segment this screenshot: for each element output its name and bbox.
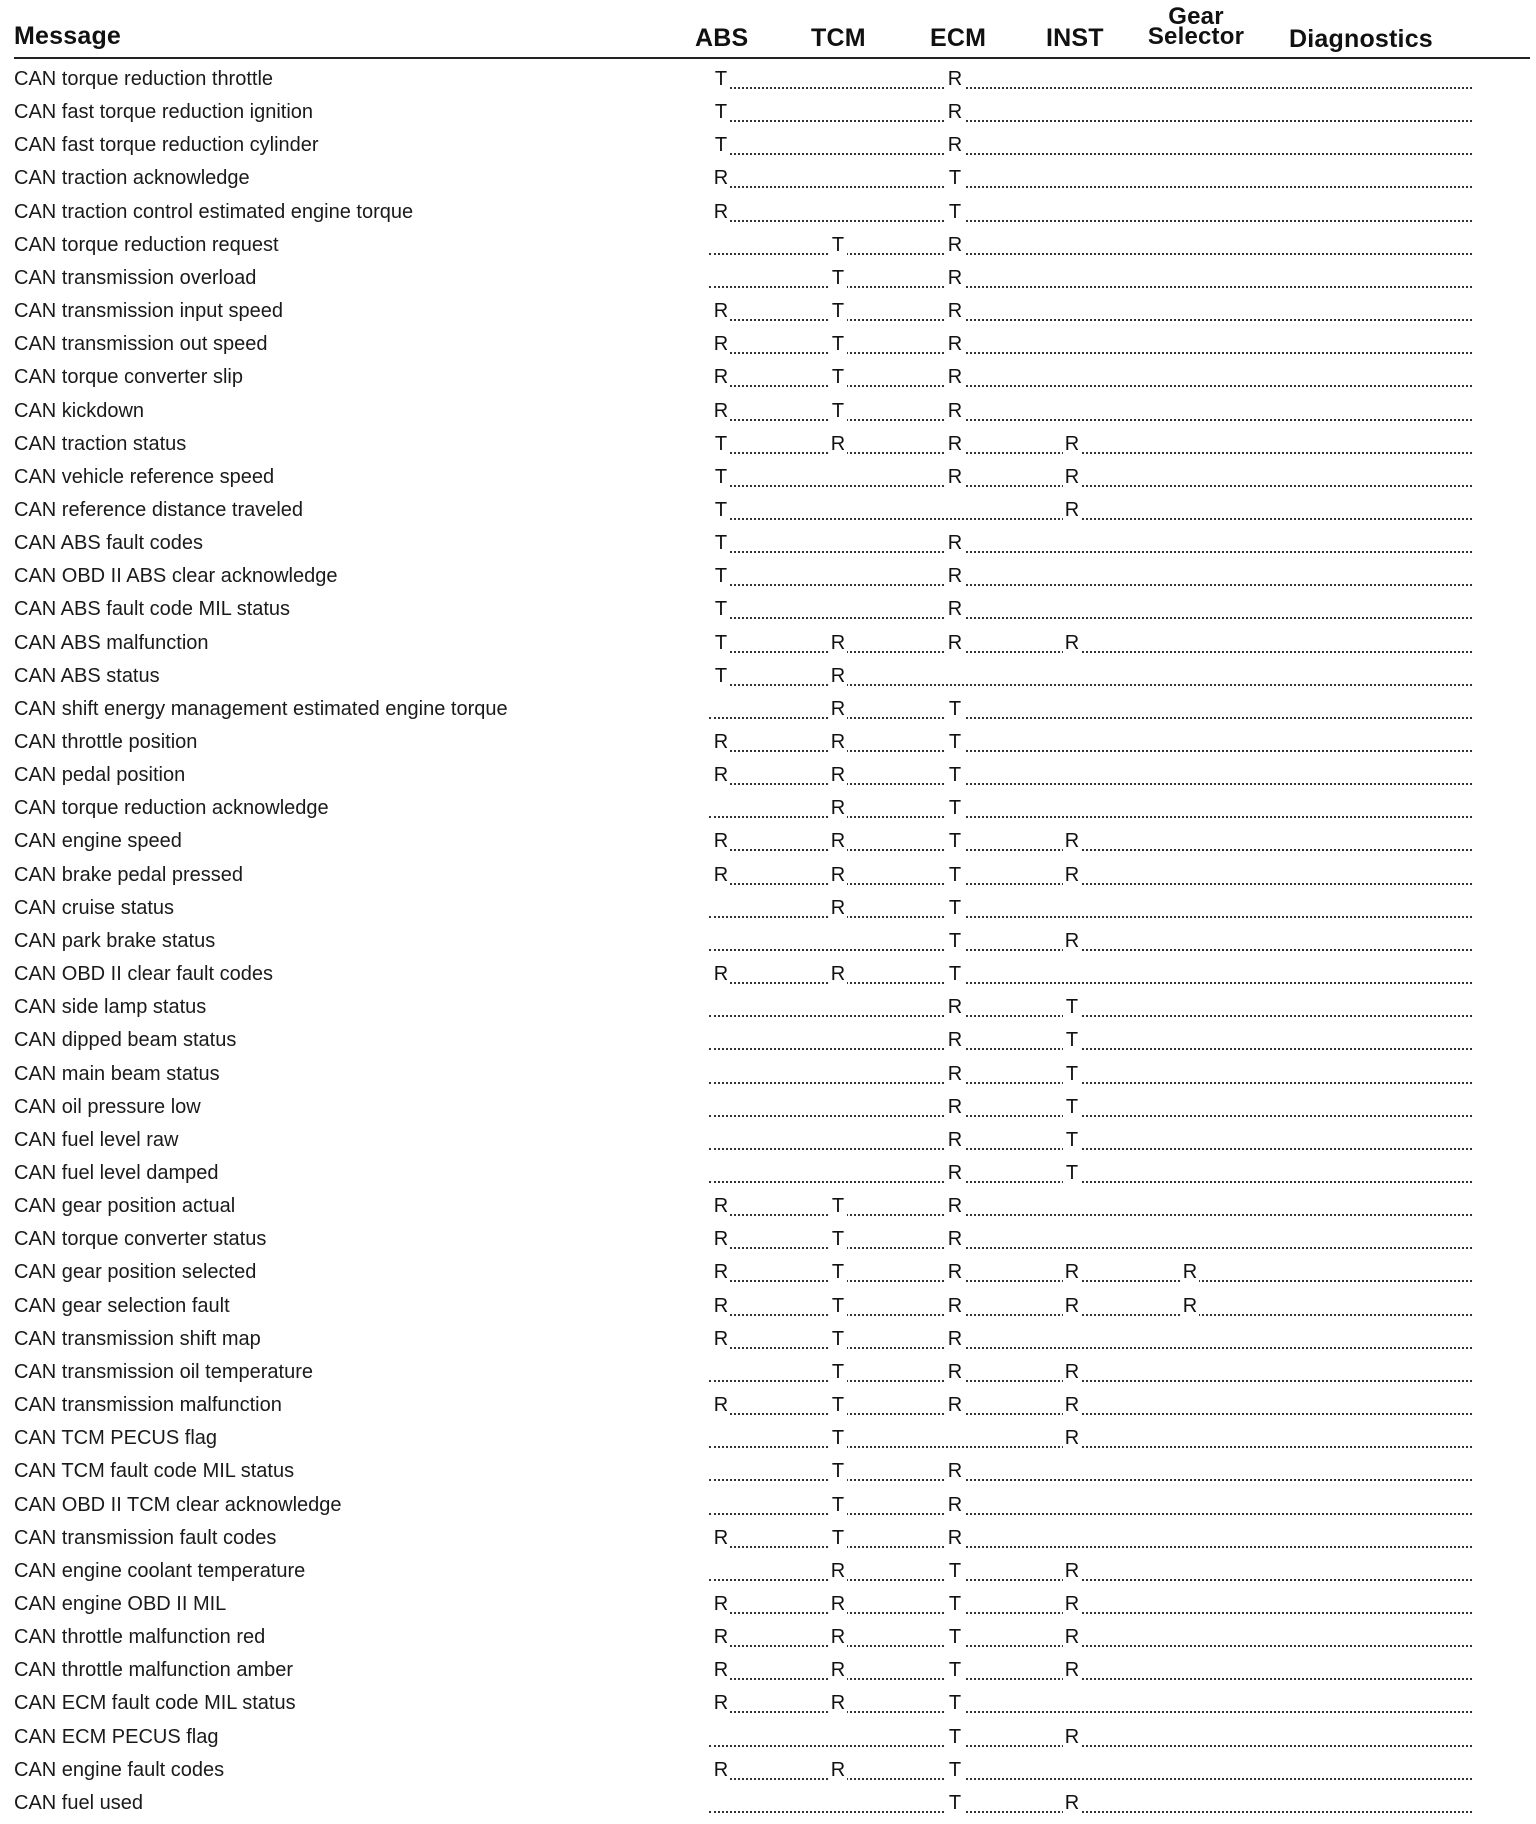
message-label: CAN throttle malfunction red [14,1626,266,1648]
mark-abs: R [713,1592,729,1615]
header-diagnostics: Diagnostics [1289,25,1433,53]
mark-ecm: T [946,962,964,986]
mark-tcm: T [829,1393,847,1417]
message-label: CAN transmission shift map [14,1327,261,1350]
table-row [0,166,1536,199]
mark-inst: R [1064,631,1080,654]
table-row [0,1658,1536,1691]
mark-ecm: R [947,1195,963,1218]
mark-abs: R [713,167,729,190]
message-label: CAN shift energy management estimated engine torque [14,697,508,720]
table-row [0,1526,1536,1559]
table-row [0,1758,1536,1791]
mark-ecm: T [946,863,964,887]
mark-ecm: R [947,333,963,356]
message-label: CAN transmission overload [14,266,257,289]
mark-tcm: T [829,1426,847,1450]
mark-inst: R [1064,465,1080,488]
message-label: CAN ABS status [14,664,160,687]
mark-tcm: T [829,1526,847,1550]
table-row [0,730,1536,763]
dot-leader [709,916,1472,918]
mark-tcm: R [830,731,846,753]
table-row [0,1691,1536,1724]
dot-leader [709,717,1472,719]
mark-abs: R [713,300,729,322]
table-row [0,1294,1536,1327]
dot-leader [721,220,1472,222]
table-row [0,863,1536,896]
message-label: CAN transmission malfunction [14,1394,282,1416]
message-label: CAN traction control estimated engine torque [14,200,414,223]
table-row [0,1227,1536,1260]
message-label: CAN gear position selected [14,1261,257,1284]
mark-ecm: R [947,1261,963,1284]
mark-abs: R [713,1228,729,1251]
mark-ecm: R [947,1493,963,1516]
dot-leader [721,186,1472,188]
header-gear-line2: Selector [1147,23,1245,50]
mark-abs: R [713,1294,729,1317]
mark-ecm: R [947,1394,963,1416]
mark-inst: T [1063,1062,1081,1086]
mark-abs: T [712,498,730,522]
mark-abs: R [713,863,729,886]
mark-ecm: T [946,763,964,787]
mark-ecm: R [947,1294,963,1317]
mark-tcm: T [829,233,847,257]
message-label: CAN TCM PECUS flag [14,1427,218,1450]
table-row [0,200,1536,233]
mark-ecm: R [947,996,963,1019]
dot-leader [709,1148,1472,1150]
message-label: CAN TCM fault code MIL status [14,1460,295,1483]
mark-abs: T [712,597,730,621]
mark-ecm: R [947,399,963,422]
mark-tcm: T [829,1360,847,1384]
mark-ecm: R [947,101,963,124]
mark-ecm: T [946,697,964,721]
mark-inst: R [1064,929,1080,952]
table-row [0,1791,1536,1824]
mark-ecm: R [947,1095,963,1118]
message-label: CAN ECM PECUS flag [14,1725,219,1748]
mark-inst: R [1064,1294,1080,1317]
table-row [0,962,1536,995]
mark-abs: R [713,1195,729,1218]
mark-inst: R [1064,498,1080,521]
mark-gear-selector: R [1182,1261,1198,1284]
table-row [0,1493,1536,1526]
mark-gear-selector: R [1182,1294,1198,1317]
mark-tcm: T [829,1294,847,1318]
mark-abs: R [713,1659,729,1682]
mark-tcm: R [830,1659,846,1682]
mark-tcm: R [830,664,846,687]
table-row [0,67,1536,100]
mark-tcm: R [830,863,846,886]
dot-leader [709,1811,1472,1813]
message-label: CAN engine OBD II MIL [14,1592,227,1615]
mark-inst: T [1063,995,1081,1019]
message-label: CAN ECM fault code MIL status [14,1692,296,1715]
header-rule [14,57,1530,59]
dot-leader [721,551,1472,553]
dot-leader [709,1579,1472,1581]
mark-ecm: R [947,532,963,555]
message-label: CAN reference distance traveled [14,498,304,521]
table-row [0,995,1536,1028]
table-row [0,763,1536,796]
dot-leader [709,286,1472,288]
table-row [0,1327,1536,1360]
message-label: CAN gear position actual [14,1195,236,1218]
table-row [0,564,1536,597]
mark-ecm: T [946,929,964,953]
mark-ecm: R [947,300,963,322]
table-row [0,1725,1536,1758]
mark-tcm: R [830,432,846,455]
table-row [0,1393,1536,1426]
dot-leader [721,617,1472,619]
message-label: CAN torque reduction throttle [14,68,274,90]
mark-inst: T [1063,1028,1081,1052]
table-row [0,1161,1536,1194]
message-label: CAN fuel level damped [14,1162,219,1184]
mark-tcm: T [829,1493,847,1517]
mark-tcm: T [829,332,847,356]
dot-leader [709,1745,1472,1747]
table-row [0,1095,1536,1128]
message-label: CAN main beam status [14,1062,220,1085]
mark-ecm: R [947,233,963,256]
message-label: CAN torque converter slip [14,366,243,389]
dot-leader [709,253,1472,255]
mark-ecm: T [946,1725,964,1749]
header-ecm: ECM [930,24,987,52]
dot-leader [721,87,1472,89]
mark-ecm: R [947,565,963,588]
table-row [0,1028,1536,1061]
message-label: CAN ABS fault code MIL status [14,598,291,621]
mark-tcm: R [830,1626,846,1648]
dot-leader [721,153,1472,155]
table-row [0,597,1536,630]
message-label: CAN pedal position [14,764,186,787]
mark-tcm: R [830,797,846,820]
mark-ecm: R [947,134,963,157]
message-label: CAN ABS fault codes [14,532,203,555]
dot-leader [709,1015,1472,1017]
mark-inst: T [1063,1161,1081,1185]
mark-tcm: T [829,1260,847,1284]
table-row [0,829,1536,862]
table-row [0,465,1536,498]
mark-ecm: R [947,68,963,90]
mark-tcm: T [829,1459,847,1483]
mark-abs: R [713,1692,729,1715]
message-label: CAN transmission out speed [14,333,268,356]
message-label: CAN ABS malfunction [14,631,209,654]
mark-abs: R [713,399,729,422]
table-row [0,1426,1536,1459]
table-row [0,1260,1536,1293]
mark-abs: R [713,1526,729,1549]
mark-abs: R [713,1327,729,1350]
table-row [0,896,1536,929]
mark-inst: R [1064,863,1080,886]
dot-leader [721,584,1472,586]
header-gear-line1: Gear [1168,3,1224,30]
mark-abs: R [713,1394,729,1416]
table-row [0,332,1536,365]
message-label: CAN engine speed [14,830,182,853]
mark-ecm: T [946,1658,964,1682]
message-label: CAN torque reduction request [14,233,279,256]
mark-tcm: T [829,299,847,323]
message-label: CAN cruise status [14,896,175,919]
message-label: CAN fuel used [14,1791,143,1814]
mark-abs: R [713,1758,729,1781]
mark-abs: T [712,100,730,124]
table-row [0,631,1536,664]
message-label: CAN oil pressure low [14,1095,201,1118]
mark-ecm: R [947,266,963,289]
message-label: CAN OBD II TCM clear acknowledge [14,1493,342,1516]
mark-ecm: T [946,166,964,190]
mark-tcm: R [830,963,846,985]
mark-inst: T [1063,1095,1081,1119]
table-row [0,299,1536,332]
dot-leader [709,1048,1472,1050]
mark-abs: R [713,200,729,223]
message-label: CAN transmission oil temperature [14,1360,313,1383]
mark-ecm: R [947,1029,963,1052]
mark-ecm: T [946,1758,964,1782]
message-label: CAN transmission fault codes [14,1526,277,1549]
message-label: CAN brake pedal pressed [14,863,244,886]
mark-abs: T [712,631,730,655]
table-row [0,498,1536,531]
header-inst: INST [1046,24,1104,52]
mark-ecm: T [946,796,964,820]
mark-tcm: T [829,266,847,290]
message-label: CAN OBD II clear fault codes [14,963,273,985]
message-label: CAN torque reduction acknowledge [14,797,329,820]
message-label: CAN park brake status [14,929,216,952]
mark-tcm: R [830,1692,846,1715]
mark-inst: R [1064,1659,1080,1682]
dot-leader [709,1513,1472,1515]
mark-abs: T [712,133,730,157]
table-row [0,1625,1536,1658]
mark-ecm: R [947,366,963,389]
header-gear-selector [1136,3,1256,50]
mark-ecm: R [947,1526,963,1549]
mark-ecm: T [946,730,964,754]
mark-inst: R [1064,1791,1080,1814]
mark-tcm: T [829,1227,847,1251]
mark-ecm: R [947,1062,963,1085]
message-label: CAN engine coolant temperature [14,1559,306,1582]
mark-inst: R [1064,1427,1080,1450]
dot-leader [721,120,1472,122]
table-row [0,1559,1536,1592]
message-label: CAN throttle position [14,731,198,753]
header-message: Message [14,22,122,50]
table-row [0,796,1536,829]
mark-ecm: R [947,465,963,488]
mark-abs: T [712,432,730,456]
message-label: CAN vehicle reference speed [14,465,275,488]
message-label: CAN OBD II ABS clear acknowledge [14,565,338,588]
mark-inst: T [1063,1128,1081,1152]
mark-abs: R [713,333,729,356]
table-row [0,664,1536,697]
message-label: CAN side lamp status [14,996,207,1019]
header-tcm: TCM [811,24,866,52]
mark-abs: R [713,830,729,853]
dot-leader [709,1082,1472,1084]
table-row [0,233,1536,266]
mark-ecm: R [947,1327,963,1350]
mark-ecm: R [947,598,963,621]
message-label: CAN transmission input speed [14,300,284,322]
mark-ecm: R [947,1360,963,1383]
message-label: CAN traction acknowledge [14,167,250,190]
mark-abs: R [713,366,729,389]
message-label: CAN torque converter status [14,1228,267,1251]
mark-tcm: R [830,830,846,853]
table-row [0,266,1536,299]
dot-leader [709,949,1472,951]
dot-leader [709,1479,1472,1481]
table-row [0,365,1536,398]
table-row [0,1360,1536,1393]
mark-inst: R [1064,432,1080,455]
table-row [0,697,1536,730]
dot-leader [709,1115,1472,1117]
dot-leader [709,1446,1472,1448]
mark-abs: R [713,1626,729,1648]
mark-inst: R [1064,1559,1080,1582]
dot-leader [709,816,1472,818]
mark-inst: R [1064,1394,1080,1416]
message-label: CAN throttle malfunction amber [14,1659,294,1682]
table-row [0,1128,1536,1161]
table-row [0,133,1536,166]
mark-inst: R [1064,1360,1080,1383]
mark-tcm: R [830,896,846,919]
mark-abs: T [712,564,730,588]
mark-inst: R [1064,1592,1080,1615]
mark-ecm: T [946,1592,964,1616]
message-label: CAN gear selection fault [14,1294,230,1317]
mark-tcm: R [830,1559,846,1582]
mark-ecm: T [946,1625,964,1649]
mark-ecm: R [947,1128,963,1151]
mark-tcm: R [830,1592,846,1615]
mark-abs: R [713,1261,729,1284]
mark-tcm: T [829,1327,847,1351]
table-row [0,1194,1536,1227]
mark-tcm: T [829,399,847,423]
mark-tcm: R [830,631,846,654]
mark-inst: R [1064,1725,1080,1748]
mark-ecm: T [946,896,964,920]
mark-ecm: R [947,631,963,654]
mark-inst: R [1064,1626,1080,1648]
mark-ecm: T [946,1691,964,1715]
mark-abs: T [712,664,730,688]
mark-abs: T [712,465,730,489]
mark-abs: T [712,67,730,91]
mark-inst: R [1064,830,1080,853]
message-label: CAN fast torque reduction ignition [14,101,314,124]
mark-inst: R [1064,1261,1080,1284]
table-row [0,1592,1536,1625]
dot-leader [721,485,1472,487]
mark-abs: R [713,963,729,985]
table-row [0,929,1536,962]
mark-tcm: R [830,697,846,720]
dot-leader [709,1181,1472,1183]
mark-tcm: T [829,365,847,389]
message-label: CAN fuel level raw [14,1128,179,1151]
table-row [0,432,1536,465]
table-row [0,1062,1536,1095]
mark-abs: R [713,731,729,753]
dot-leader [721,518,1472,520]
message-label: CAN traction status [14,432,187,455]
mark-ecm: T [946,829,964,853]
table-row [0,1459,1536,1492]
table-row [0,100,1536,133]
table-row [0,399,1536,432]
mark-abs: R [713,764,729,787]
mark-ecm: R [947,1162,963,1184]
message-label: CAN dipped beam status [14,1029,237,1052]
mark-ecm: T [946,200,964,224]
mark-ecm: R [947,1460,963,1483]
header-abs: ABS [695,24,749,52]
mark-abs: T [712,531,730,555]
mark-ecm: R [947,432,963,455]
mark-ecm: T [946,1791,964,1815]
mark-tcm: T [829,1194,847,1218]
message-label: CAN fast torque reduction cylinder [14,134,319,157]
mark-tcm: R [830,1758,846,1781]
table-row [0,531,1536,564]
message-label: CAN engine fault codes [14,1758,225,1781]
mark-ecm: T [946,1559,964,1583]
dot-leader [709,1380,1472,1382]
mark-tcm: R [830,764,846,787]
mark-ecm: R [947,1228,963,1251]
message-label: CAN kickdown [14,399,145,422]
